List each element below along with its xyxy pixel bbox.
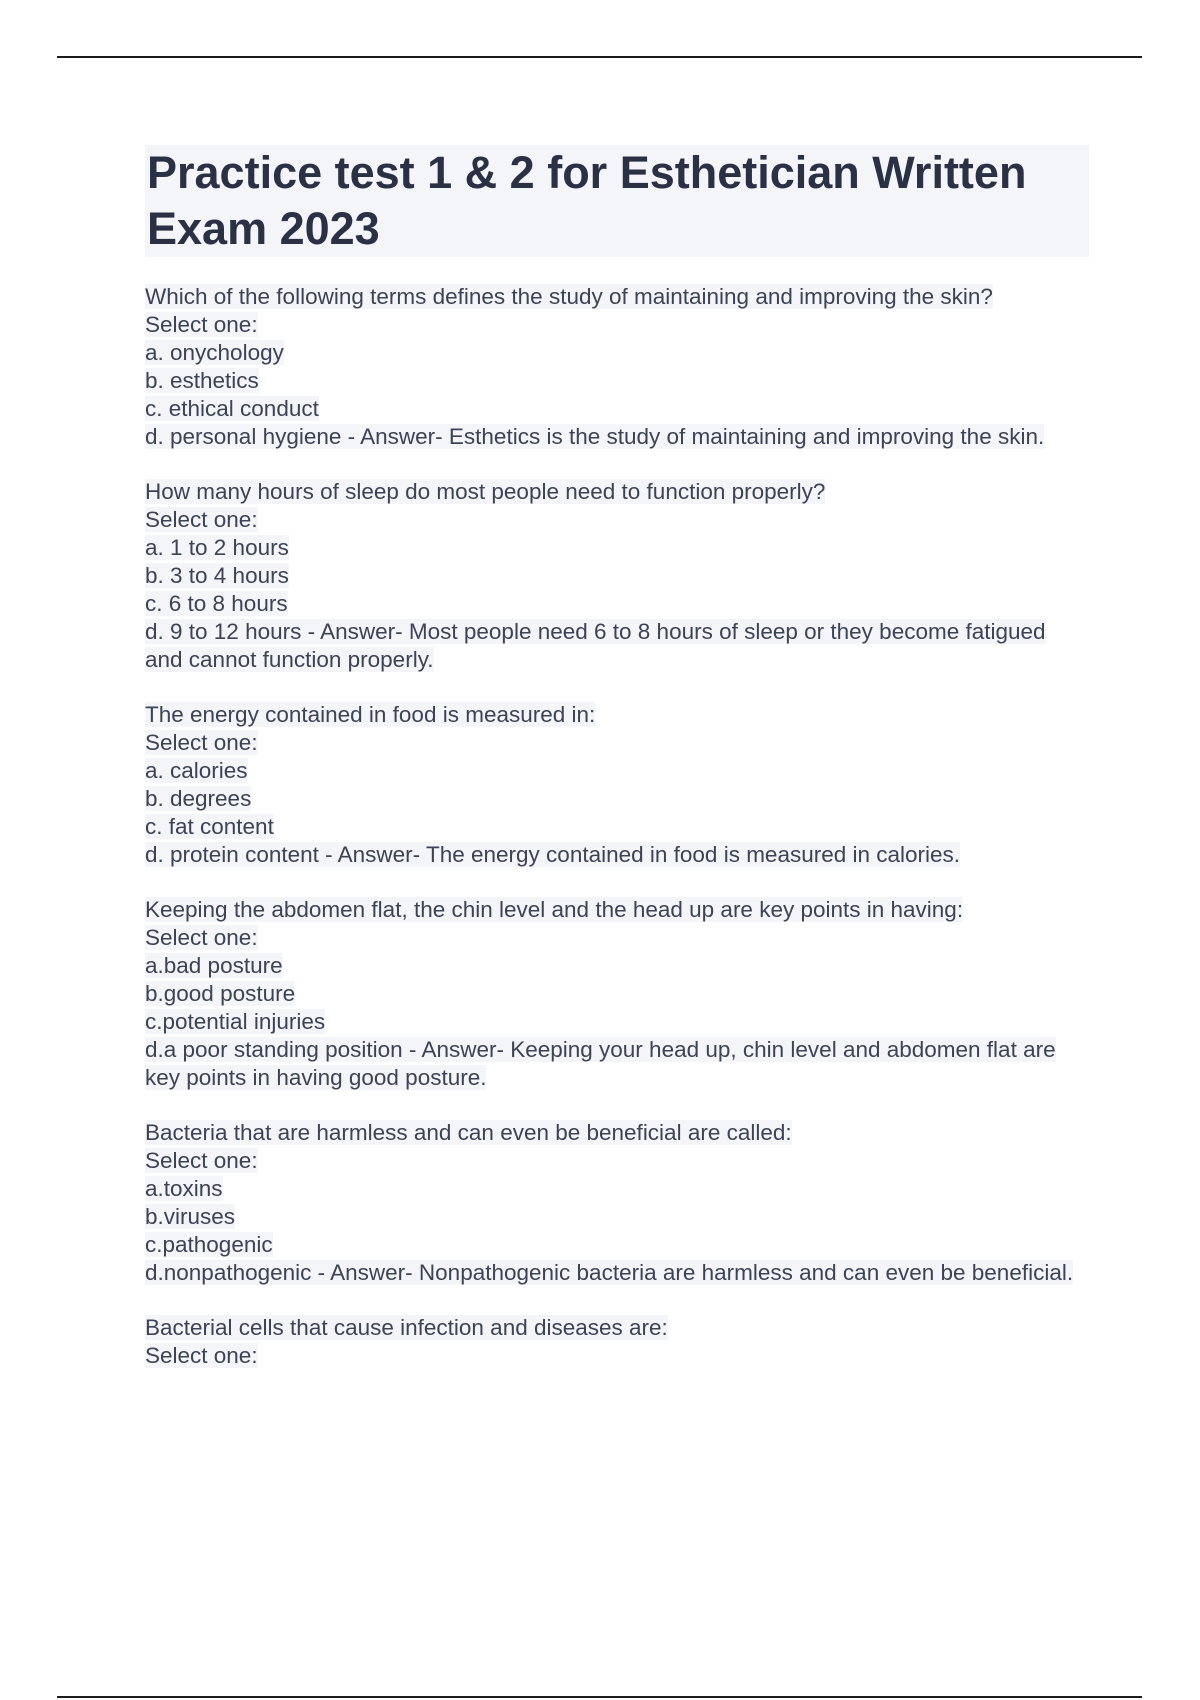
answer-option: c. ethical conduct xyxy=(145,396,319,421)
bottom-rule xyxy=(57,1696,1142,1698)
question-prompt: Keeping the abdomen flat, the chin level and the head up are key points in having: xyxy=(145,897,964,922)
question-block xyxy=(145,478,1089,674)
question-block xyxy=(145,1314,1089,1370)
top-rule xyxy=(57,56,1142,58)
answer-option-with-explanation: d. personal hygiene - Answer- Esthetics is the study of maintaining and improving the skin. xyxy=(145,424,1045,449)
select-one-label: Select one: xyxy=(145,1148,258,1173)
question-prompt: Bacteria that are harmless and can even be beneficial are called: xyxy=(145,1120,792,1145)
select-one-label: Select one: xyxy=(145,925,258,950)
answer-option: c.potential injuries xyxy=(145,1009,326,1034)
answer-option: c. 6 to 8 hours xyxy=(145,591,288,616)
question-prompt: Bacterial cells that cause infection and diseases are: xyxy=(145,1315,668,1340)
select-one-label: Select one: xyxy=(145,1343,258,1368)
answer-option: a. onychology xyxy=(145,340,284,365)
document-body xyxy=(145,145,1089,1397)
answer-option: a. 1 to 2 hours xyxy=(145,535,289,560)
answer-option-with-explanation: d.nonpathogenic - Answer- Nonpathogenic bacteria are harmless and can even be beneficial. xyxy=(145,1260,1074,1285)
answer-option: b. degrees xyxy=(145,786,252,811)
question-block xyxy=(145,896,1089,1092)
question-block xyxy=(145,701,1089,869)
answer-option: c. fat content xyxy=(145,814,274,839)
answer-option: b.good posture xyxy=(145,981,296,1006)
answer-option-with-explanation: d. protein content - Answer- The energy contained in food is measured in calories. xyxy=(145,842,961,867)
question-prompt: How many hours of sleep do most people need to function properly? xyxy=(145,479,826,504)
question-list xyxy=(145,283,1089,1370)
title-box xyxy=(145,145,1089,257)
answer-option: b.viruses xyxy=(145,1204,236,1229)
answer-option: b. 3 to 4 hours xyxy=(145,563,289,588)
select-one-label: Select one: xyxy=(145,730,258,755)
question-block xyxy=(145,1119,1089,1287)
question-block xyxy=(145,283,1089,451)
answer-option-with-explanation: d. 9 to 12 hours - Answer- Most people need 6 to 8 hours of sleep or they become fatigued and cannot function properly. xyxy=(145,619,1046,672)
answer-option: b. esthetics xyxy=(145,368,259,393)
select-one-label: Select one: xyxy=(145,507,258,532)
answer-option: a. calories xyxy=(145,758,248,783)
document-title: Practice test 1 & 2 for Esthetician Written Exam 2023 xyxy=(147,147,1027,254)
answer-option: c.pathogenic xyxy=(145,1232,273,1257)
select-one-label: Select one: xyxy=(145,312,258,337)
question-prompt: Which of the following terms defines the study of maintaining and improving the skin? xyxy=(145,284,993,309)
question-prompt: The energy contained in food is measured in: xyxy=(145,702,596,727)
answer-option: a.toxins xyxy=(145,1176,223,1201)
answer-option-with-explanation: d.a poor standing position - Answer- Keeping your head up, chin level and abdomen flat are key points in having good posture. xyxy=(145,1037,1056,1090)
answer-option: a.bad posture xyxy=(145,953,283,978)
